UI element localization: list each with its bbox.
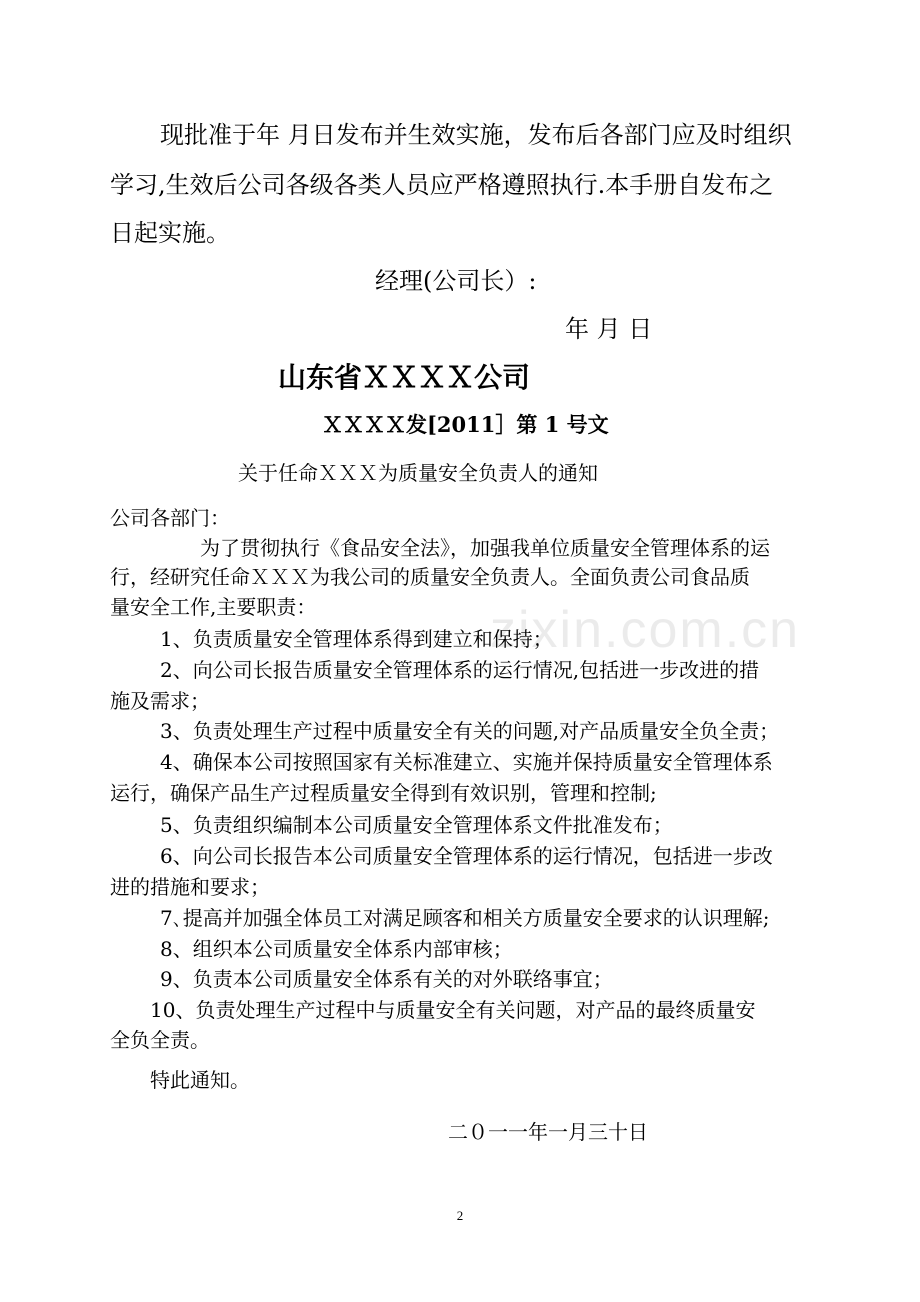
approval-date: 年 月 日 bbox=[565, 315, 653, 343]
manager-signature-label: 经理(公司长）: bbox=[375, 267, 537, 295]
body-line: 全负全责。 bbox=[110, 1028, 210, 1052]
approval-line-2: 学习,生效后公司各级各类人员应严格遵照执行.本手册自发布之 bbox=[110, 171, 774, 199]
approval-line-3: 日起实施。 bbox=[110, 219, 230, 247]
body-line: 进的措施和要求； bbox=[110, 875, 270, 899]
duty-item-1: 1、负责质量安全管理体系得到建立和保持； bbox=[160, 627, 553, 651]
document-number: ＸＸＸＸ发[2011］第 1 号文 bbox=[322, 412, 609, 437]
salutation: 公司各部门： bbox=[110, 506, 230, 530]
approval-line-1: 现批准于年 月日发布并生效实施，发布后各部门应及时组织 bbox=[160, 121, 792, 149]
duty-item-9: 9、负责本公司质量安全体系有关的对外联络事宜； bbox=[160, 967, 613, 991]
duty-item-10: 10、负责处理生产过程中与质量安全有关问题，对产品的最终质量安 bbox=[150, 998, 756, 1022]
duty-item-4: 4、确保本公司按照国家有关标准建立、实施并保持质量安全管理体系 bbox=[160, 750, 773, 774]
watermark: zixin.com.cn bbox=[490, 601, 801, 659]
body-line: 为了贯彻执行《食品安全法》，加强我单位质量安全管理体系的运 bbox=[200, 536, 770, 560]
duty-item-3: 3、负责处理生产过程中质量安全有关的问题,对产品质量安全负全责； bbox=[160, 719, 780, 743]
duty-item-5: 5、负责组织编制本公司质量安全管理体系文件批准发布； bbox=[160, 813, 673, 837]
duty-item-8: 8、组织本公司质量安全体系内部审核； bbox=[160, 937, 513, 961]
duty-item-2: 2、向公司长报告质量安全管理体系的运行情况,包括进一步改进的措 bbox=[160, 658, 760, 682]
duty-item-6: 6、向公司长报告本公司质量安全管理体系的运行情况，包括进一步改 bbox=[160, 844, 773, 868]
body-line: 运行，确保产品生产过程质量安全得到有效识别，管理和控制; bbox=[110, 781, 657, 805]
body-line: 量安全工作,主要职责： bbox=[110, 595, 317, 619]
closing-text: 特此通知。 bbox=[150, 1068, 250, 1092]
body-line: 施及需求； bbox=[110, 689, 210, 713]
body-line: 行，经研究任命ＸＸＸ为我公司的质量安全负责人。全面负责公司食品质 bbox=[110, 565, 750, 589]
notice-title: 关于任命ＸＸＸ为质量安全负责人的通知 bbox=[238, 461, 598, 485]
notice-date: 二０一一年一月三十日 bbox=[448, 1120, 648, 1144]
duty-item-7: 7､提高并加强全体员工对满足顾客和相关方质量安全要求的认识理解; bbox=[160, 906, 770, 930]
company-name: 山东省ＸＸＸＸ公司 bbox=[278, 361, 531, 394]
page-number: 2 bbox=[456, 1208, 464, 1223]
